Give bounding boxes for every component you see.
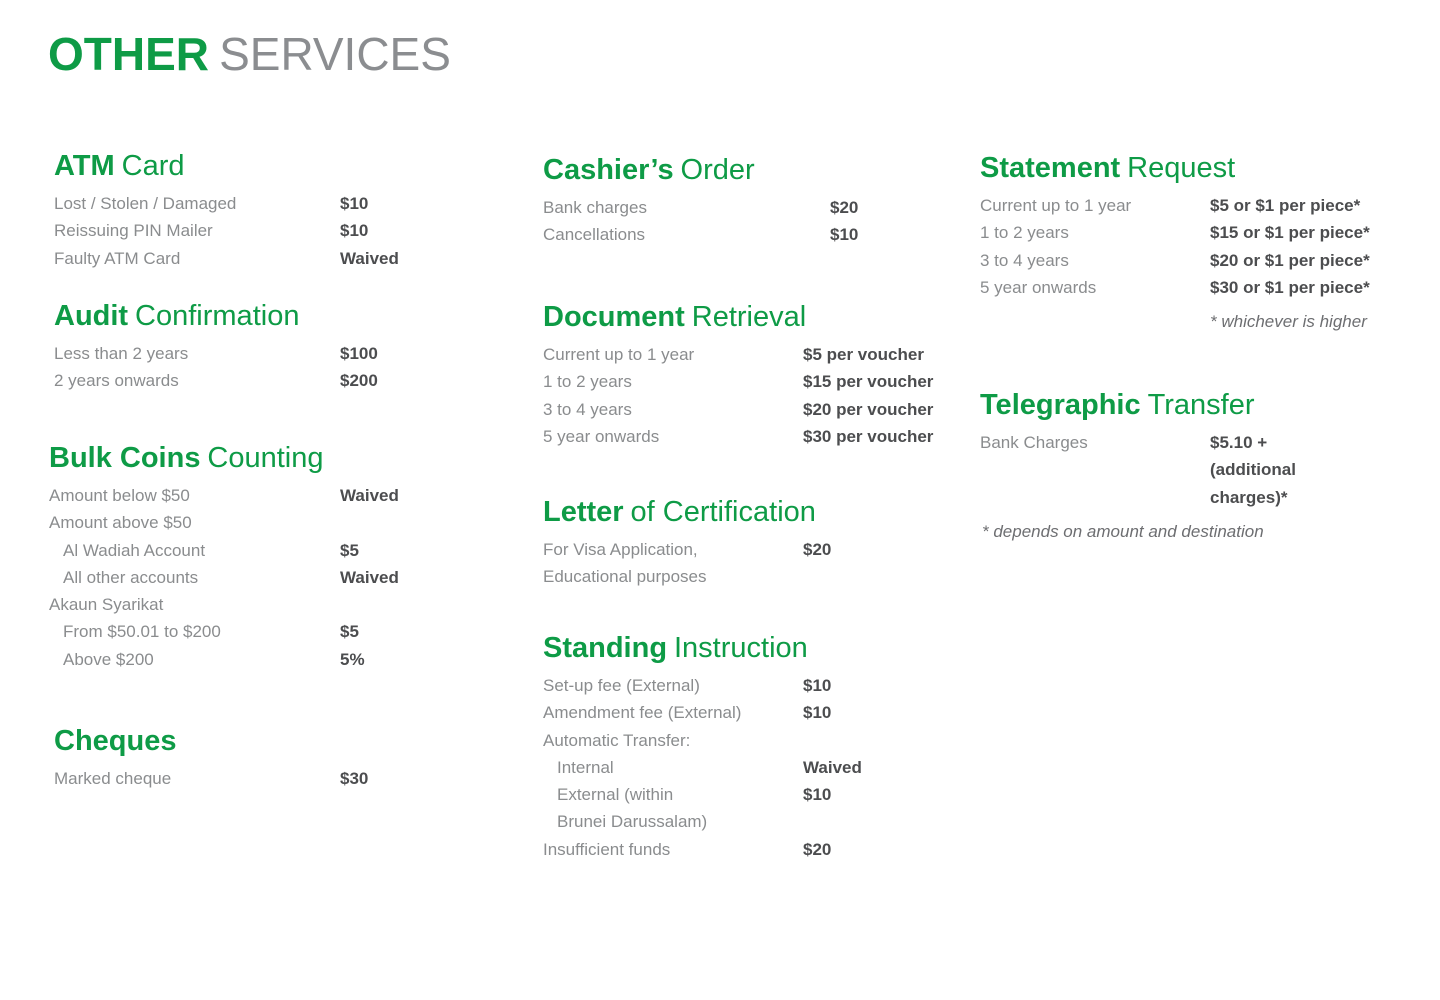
fee-label: Cancellations xyxy=(543,225,646,245)
fee-row xyxy=(49,482,519,509)
section-cheques xyxy=(54,724,524,792)
fee-value: $20 xyxy=(830,198,859,217)
fee-label: 5 year onwards xyxy=(980,277,1097,297)
section-heading: Statement Request xyxy=(980,152,1236,184)
fee-row xyxy=(543,699,1013,726)
fee-row xyxy=(980,247,1440,274)
fee-label: Lost / Stolen / Damaged xyxy=(54,194,237,213)
fee-label: Internal xyxy=(557,757,614,777)
section-heading: Bulk Coins Counting xyxy=(49,442,324,474)
fee-value: $30 or $1 per piece* xyxy=(1210,277,1370,297)
fee-label: Bank charges xyxy=(543,198,647,217)
fee-value: $10 xyxy=(340,221,369,241)
fee-row xyxy=(543,536,1013,563)
fee-value: Waived xyxy=(340,567,399,587)
fee-row xyxy=(543,221,1013,248)
section-heading: Telegraphic Transfer xyxy=(980,389,1255,421)
fee-value: $15 or $1 per piece* xyxy=(1210,223,1370,243)
fee-label: Less than 2 years xyxy=(54,344,189,363)
fee-row xyxy=(543,396,1013,423)
fee-label: Amount below $50 xyxy=(49,486,190,505)
section-heading: Letter of Certification xyxy=(543,496,816,528)
fee-value-line: charges)* xyxy=(1210,487,1288,507)
section-standing-instruction xyxy=(543,631,1013,863)
section-letter-of-certification xyxy=(543,495,1013,591)
fee-value: $20 xyxy=(803,540,832,559)
fee-row xyxy=(54,217,524,244)
fee-label: Amount above $50 xyxy=(49,513,192,533)
fee-value: $20 xyxy=(803,839,832,859)
fee-value: $20 per voucher xyxy=(803,399,934,419)
fee-row xyxy=(980,429,1440,511)
fee-row xyxy=(543,341,1013,368)
fee-row xyxy=(980,192,1440,219)
fee-row xyxy=(980,219,1440,246)
fee-value xyxy=(1210,429,1296,511)
fee-label: Automatic Transfer: xyxy=(543,730,691,750)
fee-label: 1 to 2 years xyxy=(980,223,1069,243)
fee-value: $100 xyxy=(340,344,378,363)
fee-label: Current up to 1 year xyxy=(980,196,1132,215)
fee-row xyxy=(543,563,1013,590)
fee-value: Waived xyxy=(340,486,399,505)
section-atm-card xyxy=(54,149,524,272)
section-audit-confirmation xyxy=(54,299,524,395)
section-document-retrieval xyxy=(543,300,1013,450)
section-heading: Standing Instruction xyxy=(543,632,808,664)
fee-label: 3 to 4 years xyxy=(980,250,1069,270)
fee-row xyxy=(54,190,524,217)
fee-label: From $50.01 to $200 xyxy=(63,622,221,642)
fee-value: $10 xyxy=(803,703,832,723)
section-heading: ATM Card xyxy=(54,150,185,182)
footnote-whichever-is-higher: * whichever is higher xyxy=(1210,312,1367,332)
section-telegraphic-transfer xyxy=(980,388,1440,545)
page-title-secondary: SERVICES xyxy=(219,28,451,80)
fee-row xyxy=(54,367,524,394)
fee-value: $30 xyxy=(340,769,369,788)
fee-value-line: $5.10 + xyxy=(1210,433,1268,452)
fee-value: Waived xyxy=(803,757,862,777)
section-bulk-coins-counting xyxy=(49,441,519,673)
fee-value: $5 per voucher xyxy=(803,345,924,364)
fee-label: Marked cheque xyxy=(54,769,172,788)
page-title xyxy=(48,28,451,80)
fee-label: 5 year onwards xyxy=(543,426,660,446)
fee-value-line: (additional xyxy=(1210,460,1296,480)
footnote-depends-on-amount: * depends on amount and destination xyxy=(982,521,1264,541)
fee-label: Akaun Syarikat xyxy=(49,595,164,615)
fee-label: For Visa Application, xyxy=(543,540,698,559)
fee-value: $10 xyxy=(803,676,832,695)
fee-row xyxy=(54,340,524,367)
fee-row xyxy=(49,537,519,564)
fee-row xyxy=(543,194,1013,221)
fee-value: Waived xyxy=(340,248,399,268)
page-title-primary: OTHER xyxy=(48,28,209,80)
fee-value: $5 or $1 per piece* xyxy=(1210,196,1361,215)
fee-label: Educational purposes xyxy=(543,567,707,587)
fee-label: 3 to 4 years xyxy=(543,399,632,419)
fee-label: 1 to 2 years xyxy=(543,372,632,392)
fee-label: Brunei Darussalam) xyxy=(557,812,708,832)
fee-value: $10 xyxy=(830,225,859,245)
fee-row xyxy=(543,368,1013,395)
fee-label: Set-up fee (External) xyxy=(543,676,700,695)
fee-value: $30 per voucher xyxy=(803,426,934,446)
fee-label: Al Wadiah Account xyxy=(63,540,206,560)
fee-label: Above $200 xyxy=(63,649,154,669)
fee-row xyxy=(54,245,524,272)
fee-row xyxy=(543,672,1013,699)
fee-label: Bank Charges xyxy=(980,433,1088,452)
fee-value: $5 xyxy=(340,540,359,560)
section-heading: Cheques xyxy=(54,725,177,757)
fee-row xyxy=(543,423,1013,450)
fee-row xyxy=(543,808,1013,835)
fee-row xyxy=(980,274,1440,301)
fee-row xyxy=(543,754,1013,781)
fee-label: External (within xyxy=(557,785,674,805)
section-heading: Audit Confirmation xyxy=(54,300,300,332)
fee-row xyxy=(543,781,1013,808)
fee-label: Faulty ATM Card xyxy=(54,248,181,268)
fee-row xyxy=(543,727,1013,754)
fee-label: Amendment fee (External) xyxy=(543,703,742,723)
fee-row xyxy=(49,564,519,591)
fee-value: $10 xyxy=(340,194,369,213)
section-cashiers-order xyxy=(543,153,1013,249)
fee-value: $20 or $1 per piece* xyxy=(1210,250,1370,270)
fee-row xyxy=(49,509,519,536)
fee-value: $5 xyxy=(340,622,359,642)
fee-value: $10 xyxy=(803,785,832,805)
fee-row xyxy=(49,646,519,673)
fee-row xyxy=(543,836,1013,863)
fee-label: All other accounts xyxy=(63,567,199,587)
fee-label: Reissuing PIN Mailer xyxy=(54,221,213,241)
section-heading: Cashier’s Order xyxy=(543,154,755,186)
fee-row xyxy=(49,618,519,645)
fee-value: 5% xyxy=(340,649,365,669)
fee-value: $15 per voucher xyxy=(803,372,934,392)
fee-label: Insufficient funds xyxy=(543,839,671,859)
fee-row xyxy=(49,591,519,618)
fee-value: $200 xyxy=(340,371,378,391)
fee-label: Current up to 1 year xyxy=(543,345,695,364)
fee-row xyxy=(54,765,524,792)
fee-label: 2 years onwards xyxy=(54,371,179,391)
section-statement-request xyxy=(980,151,1440,335)
section-heading: Document Retrieval xyxy=(543,301,807,333)
